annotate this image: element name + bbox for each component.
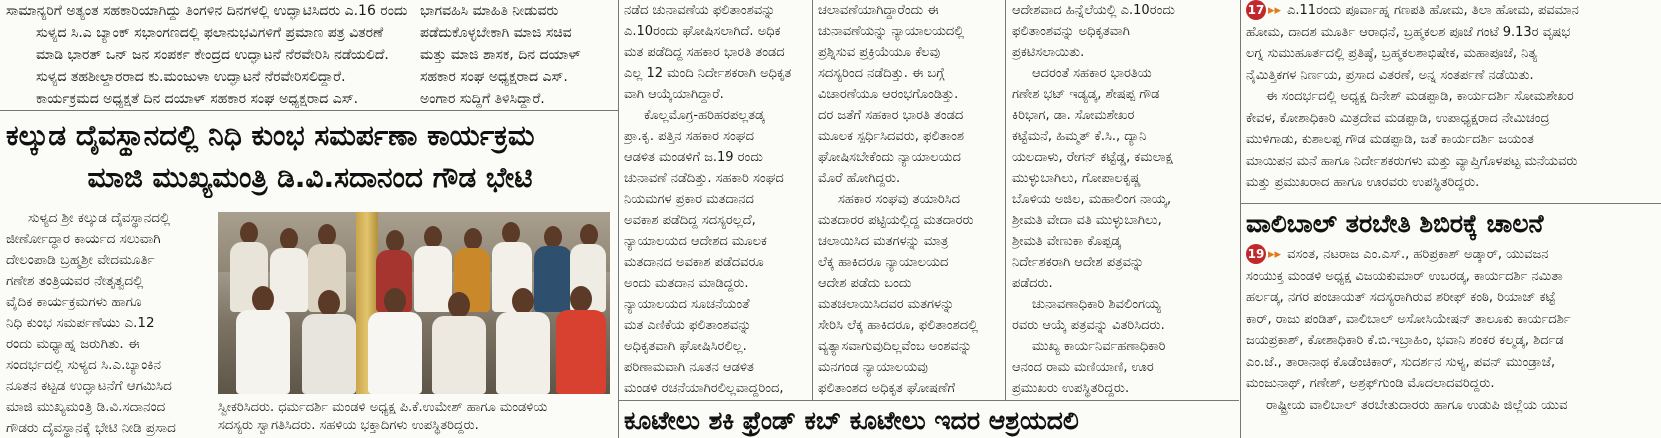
- text-line: ನಡೆದ ಚುನಾವಣೆಯ ಫಲಿತಾಂಶವನ್ನು: [624, 3, 776, 18]
- text-line: ಕೊಲ್ಲಮೊಗ್ರ-ಹರಿಹರಪಲ್ಲತಡ್ಕ: [644, 108, 765, 123]
- text-line: ರಾಷ್ಟ್ರೀಯ ವಾಲಿಬಾಲ್ ತರಬೇತುದಾರರು ಹಾಗೂ ಉಡುಪಿ ಜಿಲ್ಲೆಯ ಯುವ: [1266, 397, 1568, 413]
- text-line: [1246, 0, 1658, 22]
- text-line: ಸದಸ್ಯರಿಂದ ನಡೆದಿತ್ತು. ಈ ಬಗ್ಗೆ: [818, 66, 945, 81]
- text-line: ಕಾರ್ಯಕ್ರಮದ ಅಧ್ಯಕ್ಷತೆ ದಿನ ದಯಾಳ್ ಸಹಕಾರ ಸಂಘ ಅಧ್ಯಕ್ಷರಾದ ಎಸ್.: [36, 91, 359, 107]
- photo-person: [414, 246, 452, 312]
- column5-top: [1246, 0, 1658, 200]
- text-line: ದರ ಜತೆಗೆ ಸಹಕಾರ ಭಾರತಿ ತಂಡದ: [818, 108, 964, 123]
- photo-person: [448, 292, 470, 318]
- text-line: ವ್ಯತ್ಯಾಸವಾಗುವುದಿಲ್ಲವೆಂಬ ಅಂಶವನ್ನು: [818, 339, 972, 354]
- text-line: ಅಧಿಕೃತವಾಗಿ ಘೋಷಿಸಿರಲಿಲ್ಲ.: [624, 339, 747, 354]
- text-line: ಮುಳಿಗಾಡು, ಕುಶಾಲಪ್ಪ ಗೌಡ ಮಡಪ್ಪಾಡಿ, ಜತೆ ಕಾರ್ಯದರ್ಶಿ ಜಯಂತ: [1246, 132, 1534, 147]
- text-line: ಅವಕಾಶ ಪಡೆದಿದ್ದ ಸದಸ್ಯರಲ್ಲದೆ,: [624, 213, 756, 228]
- item-number-badge: 19: [1246, 244, 1266, 264]
- photo-person: [318, 224, 336, 246]
- text-line: ಎಂ.ಜೆ., ತಾರಾನಾಥ ಕೊಡೆಂಚಿಕಾರ್, ಸುದರ್ಶನ ಸುಳ್ಯ, ಪವನ್ ಮುಂಡ್ರಾಜೆ,: [1246, 354, 1556, 370]
- photo-person: [534, 246, 572, 312]
- text-line: ಜಯಪ್ರಕಾಶ್, ಕೋಶಾಧಿಕಾರಿ ಕೆ.ಬಿ.ಇಬ್ರಾಹಿಂ, ಭವಾನಿ ಶಂಕರ ಕಲ್ಮಡ್ಕ, ಶಿರ್ದಡ: [1246, 333, 1564, 348]
- photo-person: [302, 314, 356, 394]
- text-line: ಶ್ರೀಮತಿ ವೇದಾ ವತಿ ಮುಳ್ಳುಬಾಗಿಲು,: [1012, 213, 1162, 228]
- text-line: ಗಣೇಶ ಭಟ್ ಇಡ್ಯಡ್ಕ, ಶೇಷಪ್ಪ ಗೌಡ: [1012, 87, 1160, 102]
- text-line: ಆನಂದ ರಾಮ ಮಣಿಯಾಣಿ, ಊರ: [1012, 360, 1154, 375]
- text-line: ನಿಧಿ ಕುಂಭ ಸಮರ್ಪಣೆಯು ಎ.12: [6, 315, 155, 331]
- text-line: ಜೀರ್ಣೋದ್ಧಾರ ಕಾರ್ಯದ ಸಲುವಾಗಿ: [6, 231, 161, 247]
- text-line: ಚುನಾವಣಾಧಿಕಾರಿ ಶಿವಲಿಂಗಯ್ಯ: [1032, 297, 1161, 312]
- text-line: ಪ್ರಕಟಿಸಲಾಯಿತು.: [1012, 45, 1085, 60]
- text-line: ಪ್ರಶ್ನಿಸುವ ಪ್ರಕ್ರಿಯೆಯೂ ಕೆಲವು: [818, 45, 941, 60]
- text-line: ಮತದಾರರ ಪಟ್ಟಿಯಲ್ಲಿದ್ದ ಮತದಾರರು: [818, 213, 974, 228]
- text-line: ಆದೇಶ ಪಡೆದು ಬಂದು: [818, 276, 912, 291]
- text-line: ನ್ಯಾಯಾಲಯದ ಸೂಚನೆಯಂತೆ: [624, 297, 750, 312]
- text-line: ಬೊಳಿಯ ಅಜಿಲ, ಮಹಾಲಿಂಗ ನಾಯ್ಕ,: [1012, 192, 1172, 207]
- text-line: ಈ ಸಂದರ್ಭದಲ್ಲಿ ಅಧ್ಯಕ್ಷ ದಿನೇಶ್ ಮಡಪ್ಪಾಡಿ, ಕಾರ್ಯದರ್ಶಿ ಸೋಮಶೇಖರ: [1266, 89, 1574, 104]
- text-line: ಕೇವಳ, ಕೋಶಾಧಿಕಾರಿ ಮಿತ್ರದೇವ ಮಡಪ್ಪಾಡಿ, ಉಪಾಧ್ಯಕ್ಷರಾದ ನೇಮಿಚಂದ್ರ: [1246, 110, 1550, 126]
- photo-person: [318, 290, 340, 316]
- headline-kootelu: ಕೂಟೇಲು ಶಕಿ ಫ್ರೆಂಡ್ ಕಬ್ ಕೂಟೇಲು ಇದರ ಆಶ್ರಯದಲಿ: [624, 406, 1079, 435]
- text-line: ಗಣೇಶ ತಂತ್ರಿಯವರ ನೇತೃತ್ವದಲ್ಲಿ: [6, 273, 144, 289]
- text-line: ಸಂಯುಕ್ತ ಮಂಡಳಿ ಅಧ್ಯಕ್ಷ ವಿಜಯಕುಮಾರ್ ಉಬರಡ್ಕ, ಕಾರ್ಯದರ್ಶಿ ನಮಿತಾ: [1246, 268, 1563, 284]
- text-line: ಮುಖ್ಯ ಕಾರ್ಯನಿರ್ವಹಣಾಧಿಕಾರಿ: [1032, 339, 1166, 354]
- text-line: ಮತಚಲಾಯಿಸಿದವರ ಮತಗಳನ್ನು: [818, 297, 955, 312]
- text-line: ಹರ್ಲಡ್ಕ, ನಗರ ಪಂಚಾಯತ್ ಸದಸ್ಯರಾಗಿರುವ ಶರೀಫ್ ಕಂಠಿ, ರಿಯಾಜ್ ಕಟ್ಟೆ: [1246, 290, 1556, 305]
- text-line: ಸೇರಿಸಿ ಲೆಕ್ಕ ಹಾಕಿದರೂ, ಫಲಿತಾಂಶದಲ್ಲಿ: [818, 318, 978, 333]
- text-line: ಎಲ್ಲ 12 ಮಂದಿ ನಿರ್ದೇಶಕರಾಗಿ ಅಧಿಕೃತ: [624, 66, 792, 81]
- text-line: ನ್ಯಾಯಾಲಯದ ಆದೇಶದ ಮೂಲಕ: [624, 234, 767, 249]
- text-line: ಮಾಡಿ ಭಾರತ್ ಒನ್ ಜನ ಸಂಪರ್ಕ ಕೇಂದ್ರದ ಉದ್ಘಾಟನೆ ನೆರವೇರಿಸಿ ನಡೆಯಲಿದೆ.: [36, 47, 389, 63]
- text-line: ನಿಯಮಗಳ ಪ್ರಕಾರ ಮತದಾನದ: [624, 192, 754, 207]
- column-rule: [1005, 0, 1006, 400]
- group-photo: [218, 212, 610, 394]
- text-line: ಅಂದು ಮತದಾನ ಮಾಡಿದ್ದರು.: [624, 276, 749, 291]
- double-arrow-icon: ▸▸: [1268, 3, 1282, 18]
- text-line: ಲೆಕ್ಕ ಹಾಕಿದರೂ ನ್ಯಾಯಾಲಯದ: [818, 255, 949, 270]
- column5-bottom: [1246, 244, 1658, 438]
- text-line: ಮೂಲಕ ಸ್ಪರ್ಧಿಸಿದವರು, ಫಲಿತಾಂಶ: [818, 129, 964, 144]
- photo-person: [570, 286, 592, 312]
- text-line: ಸಂದರ್ಭದಲ್ಲಿ ಸುಳ್ಯದ ಸಿ.ಎ.ಬ್ಯಾಂಕಿನ: [6, 357, 162, 373]
- text-line: ಹೋಮ, ದಾದಶ ಮೂರ್ತಿ ಆರಾಧನೆ, ಬ್ರಹ್ಮಕಲಶ ಪೂಜೆ ಗಂಟೆ 9.13ರ ವೃಷಭ: [1246, 24, 1571, 40]
- text-line: ಚುನಾವಣೆ ನಡೆದಿತ್ತು. ಸಹಕಾರಿ ಸಂಘದ: [624, 171, 784, 186]
- photo-person: [236, 310, 290, 394]
- text-line: ವಾಗಿ ಆಯ್ಕೆಯಾಗಿದ್ದಾರೆ.: [624, 87, 724, 102]
- photo-person: [512, 288, 534, 314]
- text-line: ಸುಳ್ಯದ ತಹಶೀಲ್ದಾರರಾದ ಕು.ಮಂಜುಳಾ ಉದ್ಘಾಟನೆ ನೆರವೇರಿಸಲಿದ್ದಾರೆ.: [36, 69, 346, 85]
- double-arrow-icon: ▸▸: [1268, 247, 1282, 262]
- text-line: ಸಹಕಾರ ಸಂಘವು ತಯಾರಿಸಿದ: [838, 192, 961, 207]
- column-rule: [1240, 0, 1241, 438]
- text-line: ಪರಿಣಾಮವಾಗಿ ನೂತನ ಆಡಳಿತ: [624, 360, 754, 375]
- text-line: ಮುಳ್ಳುಬಾಗಿಲು, ಗೋಪಾಲಕೃಷ್ಣ: [1012, 171, 1141, 186]
- text-line: ಚಲಾಯಿಸಿದ ಮತಗಳನ್ನು ಮಾತ್ರ: [818, 234, 949, 249]
- text-line: ಮಂಡಳಿ ರಚನೆಯಾಗಿರಲಿಲ್ಲವಾದ್ದರಿಂದ,: [624, 381, 784, 396]
- photo-person: [502, 222, 520, 244]
- text-line: ಮತ ಎಣಿಕೆಯ ಫಲಿತಾಂಶವನ್ನು: [624, 318, 752, 333]
- photo-person: [240, 222, 258, 244]
- text-line: ಘೋಷಿಸಬೇಕೆಂದು ನ್ಯಾಯಾಲಯದ: [818, 150, 961, 165]
- photo-person: [580, 224, 598, 246]
- text-line: ಫಲಿತಾಂಶದ ಅಧಿಕೃತ ಘೋಷಣೆಗೆ: [818, 381, 956, 396]
- text-line: ಮತ್ತು ಮಾಜಿ ಶಾಸಕ, ದಿನ ದಯಾಳ್: [420, 47, 581, 63]
- headline-kalkuda: ಕಲ್ಕುಡ ದೈವಸ್ಥಾನದಲ್ಲಿ ನಿಧಿ ಕುಂಭ ಸಮರ್ಪಣಾ ಕಾರ್ಯಕ್ರಮ: [6, 119, 535, 152]
- photo-person: [424, 226, 442, 248]
- text-line: ಮನಗಂಡ ನ್ಯಾಯಾಲಯವು: [818, 360, 928, 375]
- column2: [624, 0, 808, 400]
- text-line: ಅಂಗಾರ ಸುದ್ದಿಗೆ ತಿಳಿಸಿದ್ದಾರೆ.: [420, 91, 545, 107]
- photo-person: [386, 230, 404, 252]
- text-line: ನಿರ್ದೇಶಕರಾಗಿ ಆದೇಶ ಪತ್ರವನ್ನು: [1012, 255, 1145, 270]
- photo-person: [384, 288, 406, 314]
- text-line: ನೂತನ ಕಟ್ಟಡ ಉದ್ಘಾಟನೆಗೆ ಆಗಮಿಸಿದ: [6, 378, 172, 394]
- text-line: ಗೌಡರು ದೈವಸ್ಥಾನಕ್ಕೆ ಭೇಟಿ ನೀಡಿ ಪ್ರಸಾದ: [6, 420, 176, 436]
- photo-person: [464, 228, 482, 250]
- text-line: ಲಗ್ನ ಸುಮುಹೂರ್ತದಲ್ಲಿ ಪ್ರತಿಷ್ಠೆ, ಬ್ರಹ್ಮಕಲಶಾಭಿಷೇಕ, ಮಹಾಪೂಜೆ, ನಿತ್ಯ: [1246, 46, 1538, 61]
- text-line: ಮೊರೆ ಹೋಗಿದ್ದರು.: [818, 171, 901, 186]
- horizontal-rule: [619, 400, 1239, 401]
- photo-person: [496, 312, 550, 394]
- text-line: ಪ್ರಾ.ಕೃ. ಪತ್ತಿನ ಸಹಕಾರ ಸಂಘದ: [624, 129, 754, 144]
- text-line: [1246, 244, 1658, 266]
- text-line: ಪ್ರಮುಖರು ಉಪಸ್ಥಿತರಿದ್ದರು.: [1012, 381, 1130, 396]
- column-rule: [812, 0, 813, 400]
- text-line: ಶ್ರೀಮತಿ ವೇಣುಕಾ ಕೊಪ್ಪಡ್ಕ: [1012, 234, 1121, 249]
- column3: [818, 0, 1002, 400]
- text-line: ಸುಳ್ಯದ ಸಿ.ಎ ಬ್ಯಾಂಕ್ ಸಭಾಂಗಣದಲ್ಲಿ ಫಲಾನುಭವಿಗಳಿಗೆ ಪ್ರಮಾಣ ಪತ್ರ ವಿತರಣೆ: [36, 25, 384, 41]
- column-rule: [618, 0, 619, 438]
- text-line: ದೇಲಂಪಾಡಿ ಬ್ರಹ್ಮಶ್ರೀ ವೇದಮೂರ್ತಿ: [6, 252, 155, 268]
- text-line: ಯಲದಾಳು, ರೇಗನ್ ಕಟ್ಟೆಡ್ಡ, ಕಮಲಾಕ್ಷ: [1012, 150, 1173, 165]
- text-line: ಕಿರಿಭಾಗ, ಡಾ. ಸೋಮಶೇಖರ: [1012, 108, 1135, 123]
- photo-person: [280, 228, 298, 250]
- text-line: ಆದೇಶವಾದ ಹಿನ್ನೆಲೆಯಲ್ಲಿ ಎ.10ರಂದು: [1012, 3, 1175, 18]
- horizontal-rule: [1241, 203, 1661, 204]
- item-number-badge: 17: [1246, 0, 1266, 20]
- text-line: ಕಾರ್, ರಾಜು ಪಂಡಿತ್, ವಾಲಿಬಾಲ್ ಅಸೋಸಿಯೇಷನ್ ತಾಲೂಕು ಕಾರ್ಯದರ್ಶಿ: [1246, 311, 1571, 327]
- text-line: ಎ.11ರಂದು ಪೂರ್ವಾಹ್ನ ಗಣಪತಿ ಹೋಮ, ತಿಲಾ ಹೋಮ, ಪವಮಾನ: [1287, 3, 1579, 18]
- text-line: ಫಲಿತಾಂಶವನ್ನು ಅಧಿಕೃತವಾಗಿ: [1012, 24, 1130, 39]
- text-line: ಚಲಾವಣೆಯಾಗಿದ್ದಾರೆಂದು ಈ: [818, 3, 939, 18]
- text-line: ಆಡಳಿತ ಮಂಡಳಿಗೆ ಜ.19 ರಂದು: [624, 150, 763, 165]
- text-line: ಸುಳ್ಯದ ಶ್ರೀ ಕಲ್ಕುಡ ದೈವಸ್ಥಾನದಲ್ಲಿ: [28, 210, 171, 226]
- text-line: ಸಹಕಾರ ಸಂಘ ಅಧ್ಯಕ್ಷರಾದ ಎಸ್.: [420, 69, 568, 85]
- text-line: ಕಟ್ಟೆಮನೆ, ಹಿಮ್ಮತ್ ಕೆ.ಸಿ., ದ್ಯಾನಿ: [1012, 129, 1147, 144]
- text-line: ಮಾಯಿಪನ ಮನೆ ಹಾಗೂ ನಿರ್ದೇಶಕರುಗಳು ಮತ್ತು ವ್ಯಾಪ್ತಿಗೊಳಪಟ್ಟ ಮನೆಯವರು: [1246, 153, 1578, 169]
- text-line: ಸಾಮಾನ್ಯರಿಗೆ ಅತ್ಯಂತ ಸಹಕಾರಿಯಾಗಿದ್ದು ತಿಂಗಳಿನ ದಿನಗಳಲ್ಲಿ ಉದ್ಘಾಟಿಸಿದರು ಎ.16 ರಂದು: [6, 3, 408, 19]
- text-line: ಮಾಜಿ ಮುಖ್ಯಮಂತ್ರಿ ಡಿ.ವಿ.ಸದಾನಂದ: [6, 399, 166, 415]
- photo-person: [544, 226, 562, 248]
- text-line: ಮತ ಪಡೆದಿದ್ದ ಸಹಕಾರ ಭಾರತಿ ತಂಡದ: [624, 45, 785, 60]
- text-line: ಆದರಂತೆ ಸಹಕಾರ ಭಾರತಿಯ: [1032, 66, 1152, 81]
- headline-volleyball: ವಾಲಿಬಾಲ್ ತರಬೇತಿ ಶಿಬಿರಕ್ಕೆ ಚಾಲನೆ: [1246, 209, 1544, 238]
- headline-sadananda-gowda: ಮಾಜಿ ಮುಖ್ಯಮಂತ್ರಿ ಡಿ.ವಿ.ಸದಾನಂದ ಗೌಡ ಭೇಟಿ: [87, 161, 533, 194]
- photo-person: [252, 286, 274, 312]
- photo-person: [432, 316, 486, 394]
- text-line: ಮತ್ತು ಪ್ರಮುಖರಾದ ಹಾಗೂ ಊರವರು ಉಪಸ್ಥಿತರಿದ್ದರು.: [1246, 175, 1480, 190]
- text-line: ಭಾಗವಹಿಸಿ ಮಾಹಿತಿ ನೀಡುವರು: [420, 3, 559, 19]
- text-line: ಚುನಾವಣೆಯನ್ನು ನ್ಯಾಯಾಲಯದಲ್ಲಿ: [818, 24, 965, 39]
- photo-person: [270, 248, 308, 312]
- text-line: ಪಡೆದರು.: [1012, 276, 1053, 291]
- text-line: ನೈಮಿತ್ತಿಕಗಳ ನಿರ್ಣಯ, ಪ್ರಸಾದ ವಿತರಣೆ, ಅನ್ನ ಸಂತರ್ಪಣೆ ನಡೆಯಿತು.: [1246, 67, 1534, 83]
- text-line: ರಂದು ಮಧ್ಯಾಹ್ನ ಜರುಗಿತು. ಈ: [6, 336, 140, 352]
- text-line: ಮಂಜುನಾಥ್, ಗಣೇಶ್, ಅಶ್ರಫ್‌ಗುಂಡಿ ಮೊದಲಾದವರಿದ್ದರು.: [1246, 376, 1495, 391]
- text-line: ವಿಚಾರಣೆಯೂ ಆರಂಭಗೊಂಡಿತ್ತು.: [818, 87, 959, 102]
- photo-person: [556, 310, 606, 394]
- text-line: ಸ್ವೀಕರಿಸಿದರು. ಧರ್ಮದರ್ಶಿ ಮಂಡಳಿ ಅಧ್ಯಕ್ಷ ಪಿ.ಕೆ.ಉಮೇಶ್ ಹಾಗೂ ಮಂಡಳಿಯ: [218, 400, 548, 415]
- text-line: ಮತದಾನದ ಅವಕಾಶ ಪಡೆದವರೂ: [624, 255, 764, 270]
- text-line: ಎ.10ರಂದು ಘೋಷಿಸಲಾಗಿದೆ. ಅಧಿಕ: [624, 24, 781, 39]
- text-line: ಸದಸ್ಯರು ಸ್ವಾಗತಿಸಿದರು. ಸಹಳಿಯ ಭಕ್ತಾದಿಗಳು ಉಪಸ್ಥಿತರಿದ್ದರು.: [218, 418, 479, 433]
- text-line: ಪಡೆದುಕೊಳ್ಳಬೇಕಾಗಿ ಮಾಜಿ ಸಚಿವ: [420, 25, 572, 41]
- photo-person: [368, 312, 422, 394]
- article-body: [6, 208, 212, 438]
- photo-caption: [218, 399, 610, 435]
- text-line: ವಸಂತ, ನಟರಾಜ ಎಂ.ಎಸ್., ಹರಿಪ್ರಕಾಶ್ ಅಡ್ಕಾರ್, ಯುವಜನ: [1287, 247, 1549, 262]
- text-line: ವೈದಿಕ ಕಾರ್ಯಕ್ರಮಗಳು ಹಾಗೂ: [6, 294, 142, 310]
- text-line: ರವರು ಆಯ್ಕೆ ಪತ್ರವನ್ನು ವಿತರಿಸಿದರು.: [1012, 318, 1165, 333]
- column4: [1012, 0, 1236, 400]
